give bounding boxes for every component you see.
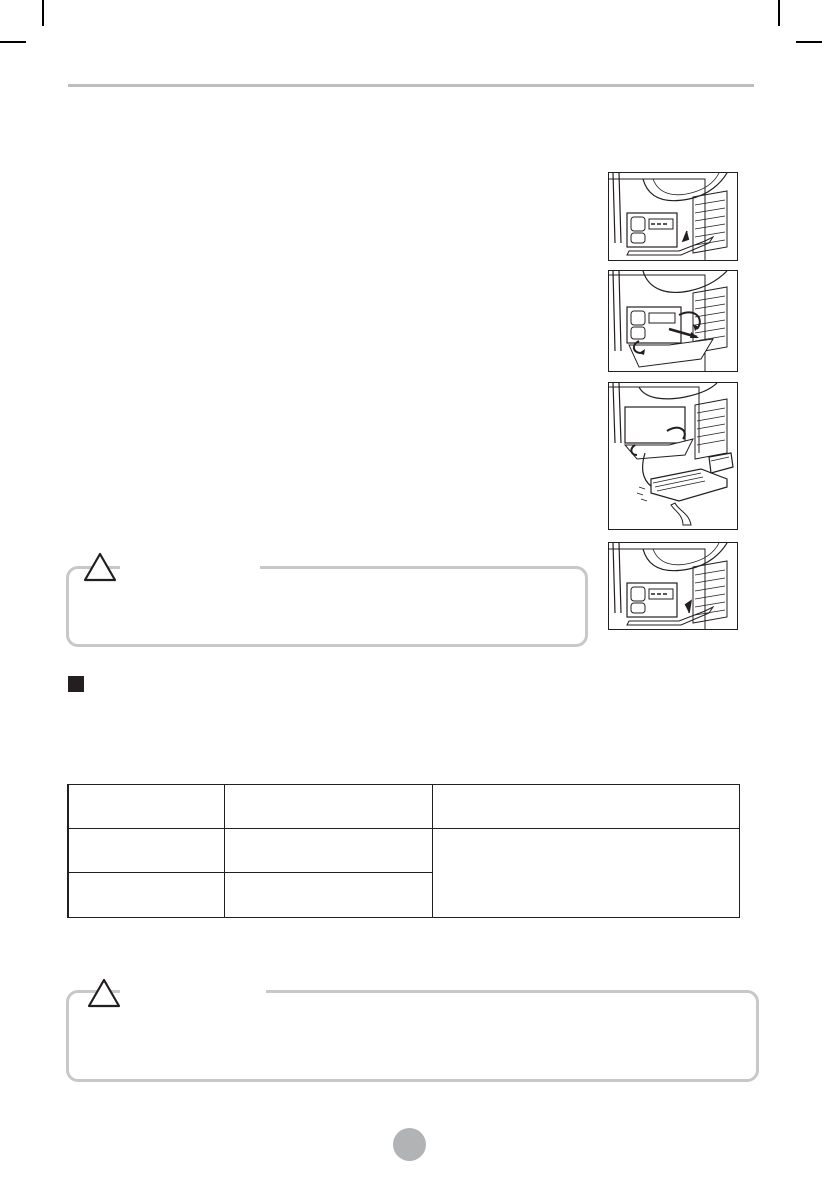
caution-note-gap-2 <box>120 986 266 994</box>
table-cell <box>224 829 432 873</box>
caution-note-box-2 <box>66 990 759 1082</box>
crop-mark-top-right <box>796 41 822 43</box>
spec-table <box>67 784 740 918</box>
table-cell <box>432 829 739 918</box>
crop-mark-top-left <box>0 41 26 43</box>
black-square-bullet-icon <box>68 676 84 692</box>
crop-mark-top-left-vertical <box>42 0 44 26</box>
drain-filter-cover-replaced-illustration <box>609 543 737 629</box>
drain-hose-tray-illustration <box>609 383 737 529</box>
drain-filter-cover-open-illustration <box>609 271 737 371</box>
drain-filter-cover-closed-illustration <box>609 173 737 260</box>
crop-mark-top-right-vertical <box>778 0 780 26</box>
figure-drain-cover-replaced <box>608 542 738 630</box>
table-cell <box>432 785 739 829</box>
header-rule <box>68 84 754 87</box>
caution-note-box <box>66 566 588 647</box>
table-cell <box>224 785 432 829</box>
warning-triangle-icon <box>82 551 118 583</box>
figure-drain-cover-open <box>608 270 738 372</box>
table-cell <box>68 785 224 829</box>
table-row <box>68 785 739 829</box>
figure-drain-hose <box>608 382 738 530</box>
figure-drain-cover-closed <box>608 172 738 261</box>
table-cell <box>68 829 224 873</box>
warning-triangle-icon-2 <box>86 977 122 1009</box>
page-number-badge <box>393 1128 426 1161</box>
table-cell <box>68 873 224 918</box>
caution-note-gap <box>120 562 260 570</box>
table-cell <box>224 873 432 918</box>
table-row <box>68 829 739 873</box>
